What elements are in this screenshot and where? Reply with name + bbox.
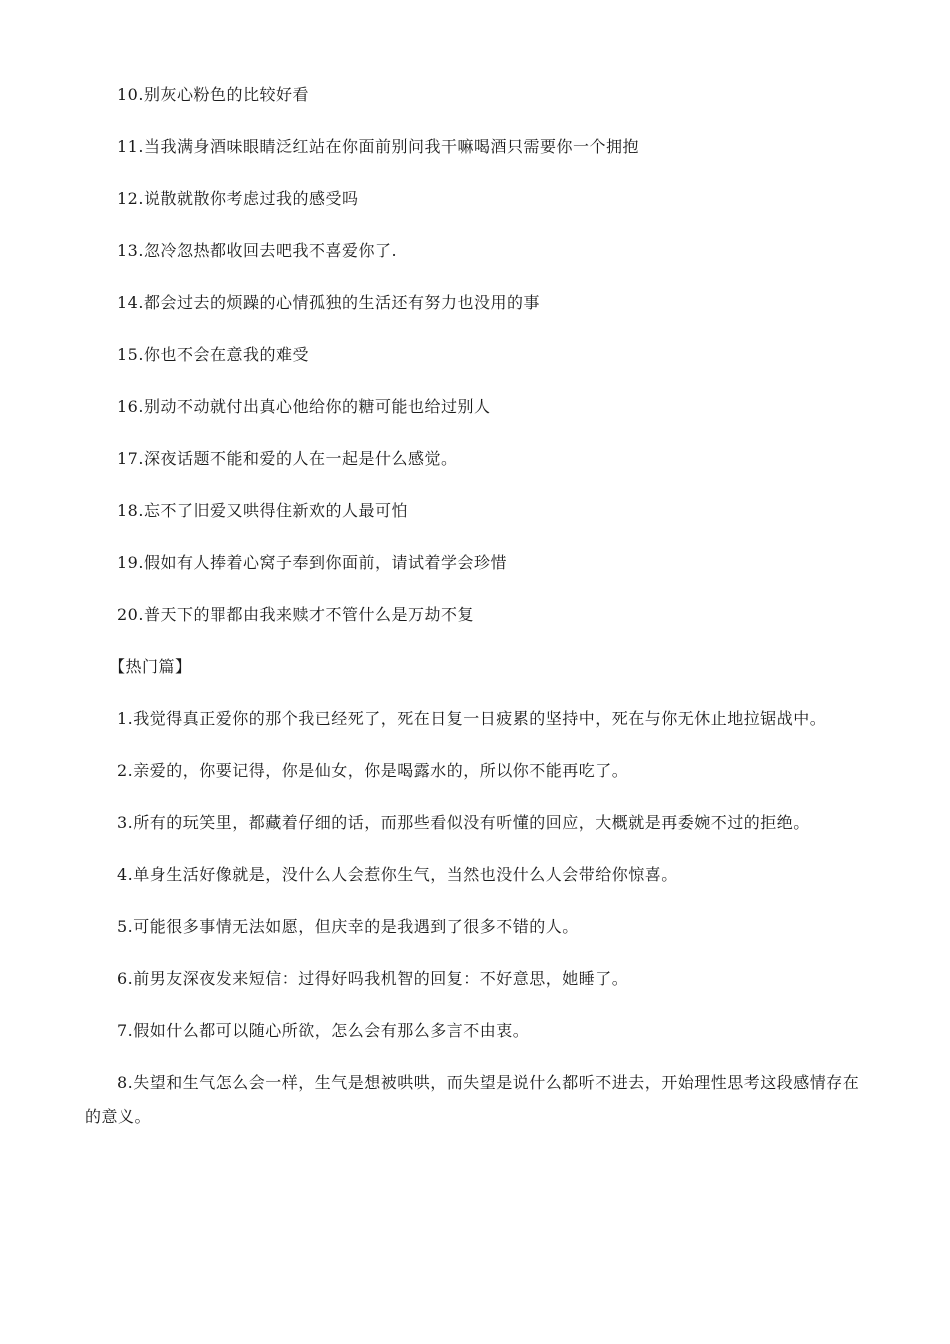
list-item: 15.你也不会在意我的难受 [117,345,309,364]
document-body [85,78,860,1152]
list-item: 18.忘不了旧爱又哄得住新欢的人最可怕 [117,501,408,520]
list-item: 20.普天下的罪都由我来赎才不管什么是万劫不复 [117,605,474,624]
list-item: 16.别动不动就付出真心他给你的糖可能也给过别人 [117,397,491,416]
list-item: 19.假如有人捧着心窝子奉到你面前，请试着学会珍惜 [117,553,507,572]
list-item: 1.我觉得真正爱你的那个我已经死了，死在日复一日疲累的坚持中，死在与你无休止地拉锯战中。 [117,709,827,728]
list-item: 5.可能很多事情无法如愿，但庆幸的是我遇到了很多不错的人。 [117,917,579,936]
list-item: 4.单身生活好像就是，没什么人会惹你生气，当然也没什么人会带给你惊喜。 [117,865,678,884]
list-item: 7.假如什么都可以随心所欲，怎么会有那么多言不由衷。 [117,1021,530,1040]
list-item: 10.别灰心粉色的比较好看 [117,85,309,104]
section-heading: 【热门篇】 [109,657,192,676]
list-item: 17.深夜话题不能和爱的人在一起是什么感觉。 [117,449,458,468]
list-item: 2.亲爱的，你要记得，你是仙女，你是喝露水的，所以你不能再吃了。 [117,761,629,780]
list-item: 13.忽冷忽热都收回去吧我不喜爱你了. [117,241,398,260]
list-item: 14.都会过去的烦躁的心情孤独的生活还有努力也没用的事 [117,293,540,312]
list-item: 6.前男友深夜发来短信：过得好吗我机智的回复：不好意思，她睡了。 [117,969,629,988]
list-item: 11.当我满身酒味眼睛泛红站在你面前别问我干嘛喝酒只需要你一个拥抱 [117,137,639,156]
list-item: 3.所有的玩笑里，都藏着仔细的话，而那些看似没有听懂的回应，大概就是再委婉不过的拒绝。 [117,813,810,832]
list-item: 12.说散就散你考虑过我的感受吗 [117,189,359,208]
list-item: 8.失望和生气怎么会一样，生气是想被哄哄，而失望是说什么都听不进去，开始理性思考这段感情存在的意义。 [85,1073,860,1126]
